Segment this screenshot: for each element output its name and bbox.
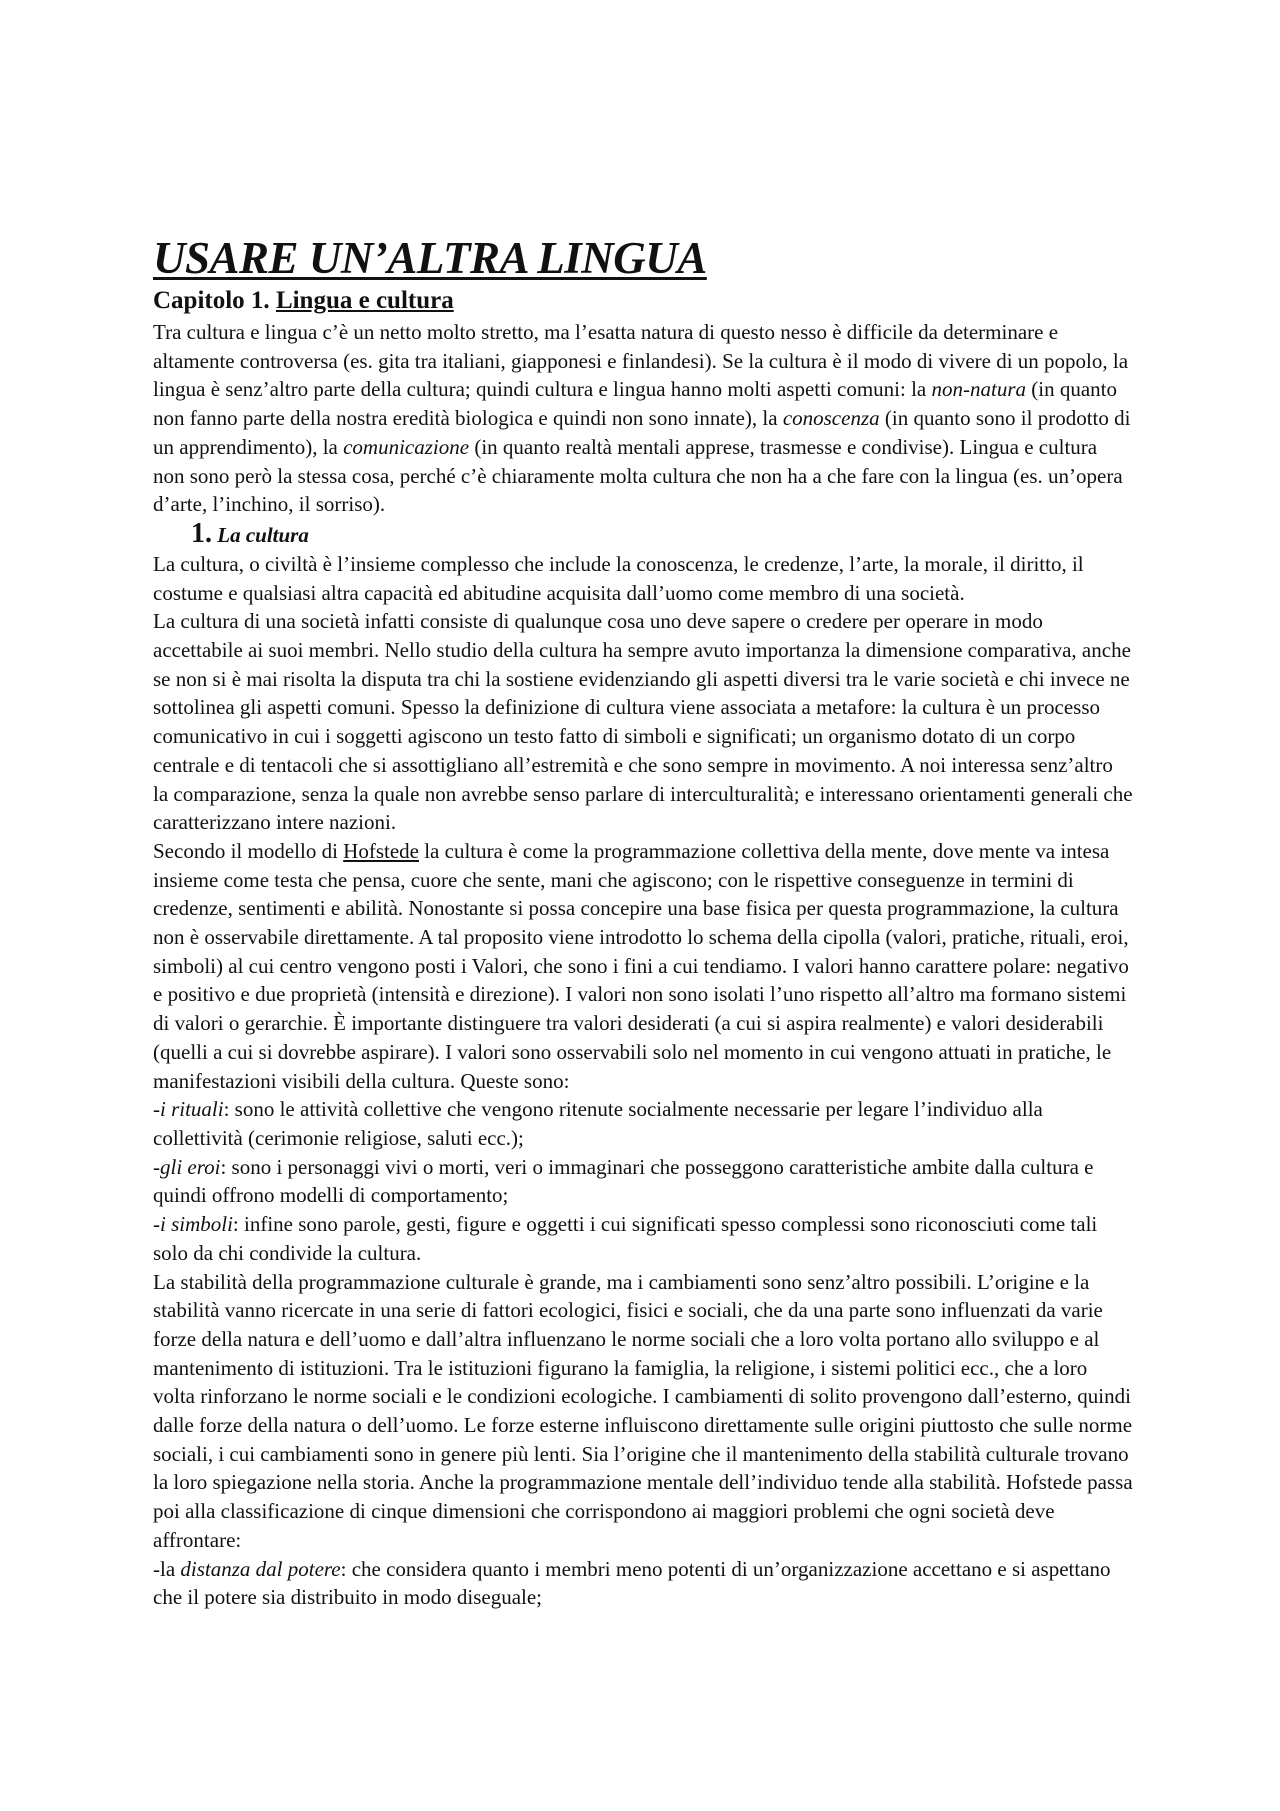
list-item-distanza-potere: -la distanza dal potere: che considera quanto i membri meno potenti di un’organizzazione accettano e si aspettano che il potere sia distribuito in modo diseguale; — [153, 1556, 1111, 1610]
section-title: La cultura — [217, 522, 309, 547]
chapter-heading — [153, 284, 1133, 318]
chapter-prefix: Capitolo 1. — [153, 287, 270, 314]
term-rituali: -i rituali — [153, 1097, 224, 1122]
paragraph-comparison: La cultura di una società infatti consiste di qualunque cosa uno deve sapere o credere per operare in modo accettabile ai suoi membri. Nello studio della cultura ha sempre avuto importanza la dimensione comparativa, anche se non si è mai risolta la disputa tra chi la sostiene evidenziando gli aspetti diversi tra le varie società e chi invece ne sottolinea gli aspetti comuni. Spesso la definizione di cultura viene associata a metafore: la cultura è un processo comunicativo in cui i soggetti agiscono un testo fatto di simboli e significati; un organismo dotato di un corpo centrale e di tentacoli che si assottigliano all’estremità e che sono sempre in movimento. A noi interessa senz’altro la comparazione, senza la quale non avrebbe senso parlare di interculturalità; e interessano orientamenti generali che caratterizzano intere nazioni. — [153, 609, 1133, 835]
intro-paragraph: Tra cultura e lingua c’è un netto molto stretto, ma l’esatta natura di questo nesso è difficile da determinare e altamente controversa (es. gita tra italiani, giapponesi e finlandesi). Se la cultura è il modo di vivere di un popolo, la lingua è senz’altro parte della cultura; quindi cultura e lingua hanno molti aspetti comuni: la non-natura (in quanto non fanno parte della nostra eredità biologica e quindi non sono innate), la conoscenza (in quanto sono il prodotto di un apprendimento), la comunicazione (in quanto realtà mentali apprese, trasmesse e condivise). Lingua e cultura non sono però la stessa cosa, perché c’è chiaramente molta cultura che non ha a che fare con la lingua (es. un’opera d’arte, l’inchino, il sorriso). — [153, 320, 1131, 517]
section-heading — [153, 519, 1133, 550]
list-item-rituali: -i rituali: sono le attività collettive che vengono ritenute socialmente necessarie per legare l’individuo alla collettività (cerimonie religiose, saluti ecc.); — [153, 1097, 1043, 1150]
term-non-natura: non-natura — [931, 377, 1027, 402]
term-distanza-dal-potere: distanza dal potere — [180, 1556, 341, 1581]
document-page — [153, 232, 1133, 1612]
list-item-simboli: -i simboli: infine sono parole, gesti, figure e oggetti i cui significati spesso complessi sono riconosciuti come tali solo da chi condivide la cultura. — [153, 1212, 1098, 1265]
document-title: USARE UN’ALTRA LINGUA — [153, 233, 707, 283]
paragraph-stability: La stabilità della programmazione culturale è grande, ma i cambiamenti sono senz’altro possibili. L’origine e la stabilità vanno ricercate in una serie di fattori ecologici, fisici e sociali, che da una parte sono influenzati da varie forze della natura e dell’uomo e dall’altra influenzano le norme sociali che a loro volta portano allo sviluppo e al mantenimento di istituzioni. Tra le istituzioni figurano la famiglia, la religione, i sistemi politici ecc., che a loro volta rinforzano le norme sociali e le condizioni ecologiche. I cambiamenti di solito provengono dall’esterno, quindi dalle forze della natura o dell’uomo. Le forze esterne influiscono direttamente sulle origini piuttosto che sulle norme sociali, i cui cambiamenti sono in genere più lenti. Sia l’origine che il mantenimento della stabilità culturale trovano la loro spiegazione nella storia. Anche la programmazione mentale dell’individuo tende alla stabilità. Hofstede passa poi alla classificazione di cinque dimensioni che corrispondono ai maggiori problemi che ogni società deve affrontare: — [153, 1269, 1133, 1552]
paragraph-hofstede: Secondo il modello di Hofstede la cultura è come la programmazione collettiva della mente, dove mente va intesa insieme come testa che pensa, cuore che sente, mani che agiscono; con le rispettive conseguenze in termini di credenze, sentimenti e abilità. Nonostante si possa concepire una base fisica per questa programmazione, la cultura non è osservabile direttamente. A tal proposito viene introdotto lo schema della cipolla (valori, pratiche, rituali, eroi, simboli) al cui centro vengono posti i Valori, che sono i fini a cui tendiamo. I valori hanno carattere polare: negativo e positivo e due proprietà (intensità e direzione). I valori non sono isolati l’uno rispetto all’altro ma formano sistemi di valori o gerarchie. È importante distinguere tra valori desiderati (a cui si aspira realmente) e valori desiderabili (quelli a cui si dovrebbe aspirare). I valori sono osservabili solo nel momento in cui vengono attuati in pratiche, le manifestazioni visibili della cultura. Queste sono: — [153, 838, 1129, 1093]
list-item-eroi: -gli eroi: sono i personaggi vivi o morti, veri o immaginari che posseggono caratteristiche ambite dalla cultura e quindi offrono modelli di comportamento; — [153, 1154, 1094, 1208]
term-conoscenza: conoscenza — [782, 406, 880, 431]
chapter-title: Lingua e cultura — [275, 287, 454, 314]
paragraph-definition: La cultura, o civiltà è l’insieme complesso che include la conoscenza, le credenze, l’arte, la morale, il diritto, il costume e qualsiasi altra capacità ed abitudine acquisita dall’uomo come membro di una società. — [153, 551, 1084, 605]
term-comunicazione: comunicazione — [343, 434, 470, 459]
hofstede-link[interactable]: Hofstede — [343, 838, 419, 863]
term-simboli: -i simboli — [153, 1212, 233, 1237]
section-number: 1. — [191, 517, 212, 549]
term-eroi: -gli eroi — [153, 1154, 221, 1179]
